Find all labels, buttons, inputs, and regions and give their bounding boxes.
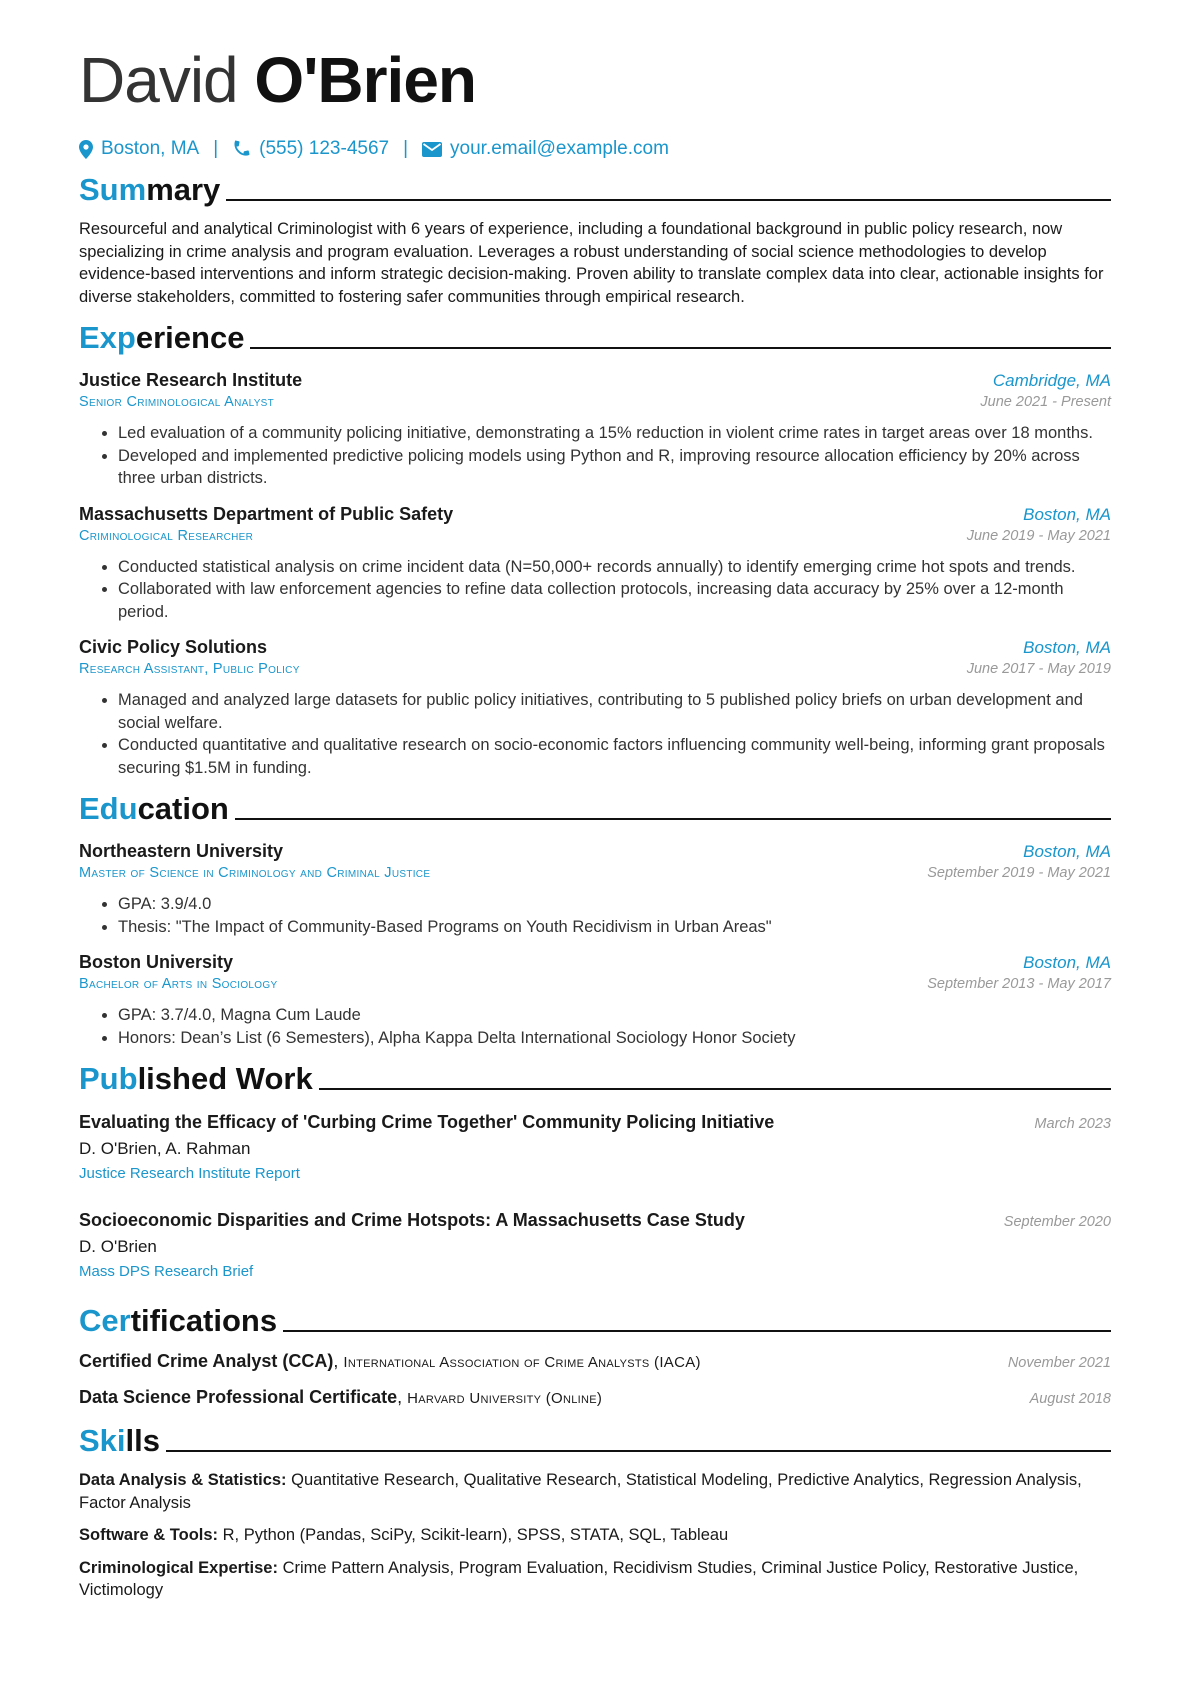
experience-entry	[79, 635, 1111, 779]
contact-email[interactable]	[422, 138, 669, 160]
job-bullets	[79, 556, 1111, 624]
publication-date: September 2020	[1003, 1214, 1111, 1230]
education-heading	[79, 791, 1111, 827]
education-bullets	[79, 893, 1111, 938]
publication-entry	[79, 1207, 1111, 1283]
location-text: Boston, MA	[101, 138, 200, 159]
job-location: Cambridge, MA	[992, 371, 1111, 390]
publication-entry	[79, 1109, 1111, 1185]
education-entry	[79, 839, 1111, 938]
candidate-name	[79, 40, 1111, 120]
bullet-item: • Developed and implemented predictive policing models using Python and R, improving resource allocation efficiency by 20% across three urban districts.	[118, 445, 1111, 490]
job-bullets	[79, 422, 1111, 490]
bullet-item: • GPA: 3.7/4.0, Magna Cum Laude	[118, 1004, 1111, 1027]
publication-title: Socioeconomic Disparities and Crime Hotspots: A Massachusetts Case Study	[79, 1210, 745, 1230]
bullet-item: • Conducted statistical analysis on crime incident data (N=50,000+ records annually) to identify emerging crime hot spots and trends.	[118, 556, 1111, 579]
education-bullets	[79, 1004, 1111, 1049]
school-dates: September 2013 - May 2017	[927, 976, 1111, 992]
skill-label: Software & Tools:	[79, 1526, 219, 1544]
job-title: Criminological Researcher	[79, 527, 254, 544]
section-rule	[235, 818, 1111, 820]
summary-heading	[79, 172, 1111, 208]
job-location: Boston, MA	[1023, 638, 1111, 657]
first-name: David	[79, 44, 238, 116]
degree-title: Bachelor of Arts in Sociology	[79, 976, 278, 992]
contact-phone[interactable]	[232, 138, 389, 160]
publication-venue: Mass DPS Research Brief	[79, 1263, 254, 1280]
employer-name: Justice Research Institute	[79, 370, 303, 390]
certifications-heading	[79, 1303, 1111, 1339]
skill-label: Criminological Expertise:	[79, 1558, 278, 1577]
certification-entry: Data Science Professional Certificate, Harvard University (Online) August 2018	[79, 1385, 1111, 1411]
summary-text: Resourceful and analytical Criminologist with 6 years of experience, including a foundational background in public policy research, now specializing in crime analysis and program evaluation. Leverages a robust understanding of social science methodologies to develop evidence-based interventions and inform strategic decision-making. Proven ability to translate complex data into clear, actionable insights for diverse stakeholders, committed to fostering safer communities through empirical research.	[79, 220, 1104, 306]
publication-title: Evaluating the Efficacy of 'Curbing Crime Together' Community Policing Initiative	[79, 1112, 775, 1132]
section-rule	[226, 199, 1111, 201]
experience-entry	[79, 502, 1111, 624]
job-bullets	[79, 689, 1111, 779]
bullet-item: • Collaborated with law enforcement agencies to refine data collection protocols, increasing data accuracy by 25% over a 12-month period.	[118, 578, 1111, 623]
school-location: Boston, MA	[1023, 842, 1111, 861]
skill-group	[79, 1557, 1111, 1602]
employer-name: Massachusetts Department of Public Safety	[79, 503, 454, 524]
email-text: your.email@example.com	[450, 138, 669, 159]
last-name: O'Brien	[254, 44, 476, 116]
contact-bar	[79, 138, 1111, 160]
bullet-item: • Thesis: "The Impact of Community-Based Programs on Youth Recidivism in Urban Areas"	[118, 916, 1111, 939]
section-rule	[283, 1330, 1111, 1332]
bullet-item: • GPA: 3.9/4.0	[118, 893, 1111, 916]
certification-name: Data Science Professional Certificate	[79, 1387, 398, 1407]
section-title: Experience	[79, 320, 245, 355]
bullet-item: • Conducted quantitative and qualitative research on socio-economic factors influencing community well-being, informing grant proposals securing $1.5M in funding.	[118, 734, 1111, 779]
job-title: Senior Criminological Analyst	[79, 394, 275, 410]
education-entry	[79, 950, 1111, 1049]
job-title: Research Assistant, Public Policy	[79, 661, 300, 677]
job-location: Boston, MA	[1023, 504, 1111, 524]
certification-issuer: International Association of Crime Analysts (IACA)	[343, 1354, 701, 1371]
experience-heading	[79, 320, 1111, 356]
publication-date: March 2023	[1034, 1116, 1111, 1132]
section-title: Education	[79, 791, 229, 826]
job-dates: June 2017 - May 2019	[966, 661, 1111, 677]
phone-text: (555) 123-4567	[259, 138, 390, 159]
skill-group	[79, 1524, 1111, 1547]
degree-title: Master of Science in Criminology and Criminal Justice	[79, 865, 431, 881]
section-title: Published Work	[79, 1061, 313, 1096]
phone-icon	[232, 140, 251, 159]
certification-date: August 2018	[1029, 1391, 1111, 1407]
school-location: Boston, MA	[1023, 953, 1111, 972]
section-rule	[319, 1088, 1111, 1090]
contact-separator: |	[403, 138, 409, 159]
publication-venue: Justice Research Institute Report	[79, 1165, 300, 1182]
bullet-item: • Led evaluation of a community policing initiative, demonstrating a 15% reduction in violent crime rates in target areas over 18 months.	[118, 422, 1111, 445]
publication-authors: D. O'Brien	[79, 1237, 157, 1256]
certification-date: November 2021	[1007, 1355, 1111, 1371]
employer-name: Civic Policy Solutions	[79, 637, 268, 657]
skill-values: Crime Pattern Analysis, Program Evaluation, Recidivism Studies, Criminal Justice Policy, Restorative Justice, Victimology	[79, 1558, 1079, 1599]
skill-group	[79, 1469, 1111, 1514]
section-rule	[166, 1450, 1111, 1452]
section-title: Certifications	[79, 1303, 278, 1338]
section-title: Skills	[79, 1423, 160, 1458]
experience-entry	[79, 368, 1111, 490]
skill-values: Quantitative Research, Qualitative Research, Statistical Modeling, Predictive Analytics, Regression Analysis, Factor Analysis	[79, 1471, 1082, 1512]
certification-name: Certified Crime Analyst (CCA)	[79, 1351, 334, 1371]
job-dates: June 2021 - Present	[980, 394, 1111, 410]
school-name: Northeastern University	[79, 841, 284, 861]
skill-label: Data Analysis & Statistics:	[79, 1471, 287, 1489]
contact-location	[79, 138, 199, 160]
school-dates: September 2019 - May 2021	[927, 865, 1111, 881]
school-name: Boston University	[79, 952, 234, 972]
skill-values: R, Python (Pandas, SciPy, Scikit-learn), SPSS, STATA, SQL, Tableau	[222, 1526, 729, 1544]
published-heading	[79, 1061, 1111, 1097]
envelope-icon	[422, 142, 442, 157]
certification-issuer: Harvard University (Online)	[407, 1390, 603, 1407]
contact-separator: |	[213, 138, 219, 159]
publication-authors: D. O'Brien, A. Rahman	[79, 1139, 251, 1158]
skills-heading	[79, 1423, 1111, 1459]
map-pin-icon	[79, 140, 93, 159]
job-dates: June 2019 - May 2021	[966, 527, 1111, 544]
certification-entry: Certified Crime Analyst (CCA), International Association of Crime Analysts (IACA) November 2021	[79, 1349, 1111, 1375]
bullet-item: • Managed and analyzed large datasets for public policy initiatives, contributing to 5 published policy briefs on urban development and social welfare.	[118, 689, 1111, 734]
section-title: Summary	[79, 172, 221, 207]
bullet-item: • Honors: Dean’s List (6 Semesters), Alpha Kappa Delta International Sociology Honor Society	[118, 1027, 1111, 1050]
section-rule	[250, 347, 1111, 349]
